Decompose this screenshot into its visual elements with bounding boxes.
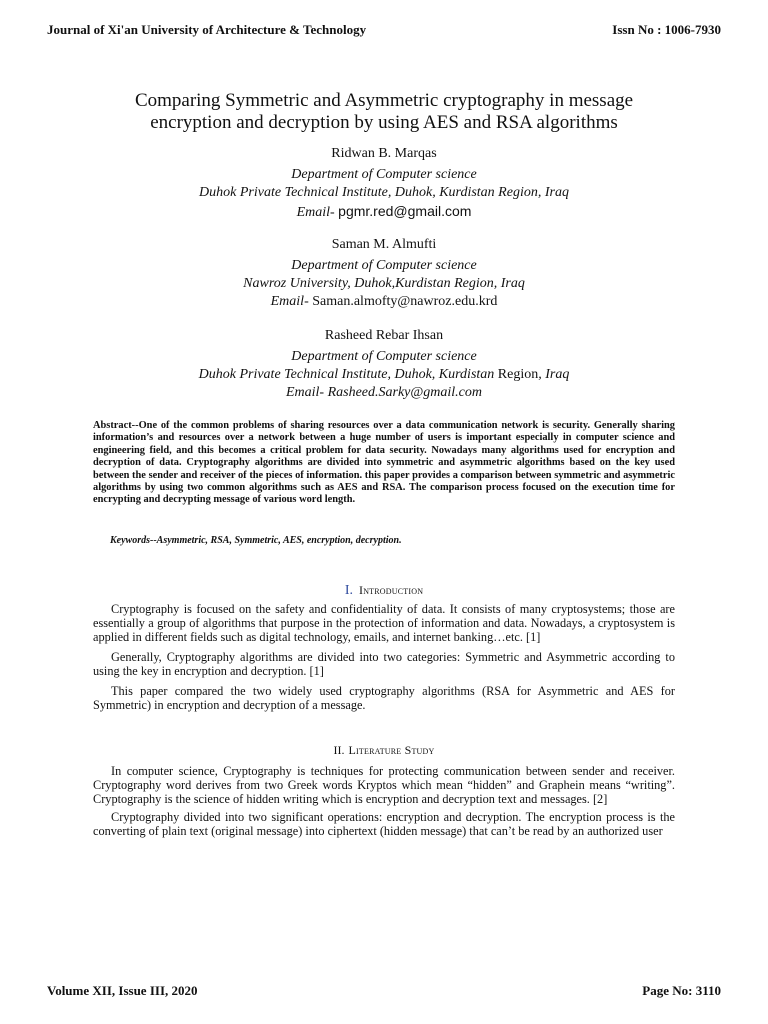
page-number: Page No: 3110: [642, 983, 721, 998]
section-title: Introduction: [359, 583, 424, 597]
title-line-1: Comparing Symmetric and Asymmetric cryptography in message: [134, 90, 634, 111]
author-affiliation: [60, 366, 708, 384]
author-block-1: [60, 145, 708, 222]
author-name: Rasheed Rebar Ihsan: [324, 328, 444, 343]
volume-info: Volume XII, Issue III, 2020: [47, 983, 198, 998]
author-email-line: [60, 293, 708, 311]
affiliation-part-c: , Iraq: [538, 367, 570, 382]
author-block-3: [60, 327, 708, 402]
section-number: I.: [344, 583, 353, 598]
affiliation-part-b: Region: [497, 367, 539, 382]
author-email: Rasheed.Sarky@gmail.com: [327, 385, 482, 400]
title-line-2: encryption and decryption by using AES and RSA algorithms: [150, 112, 618, 133]
section-number: II.: [333, 743, 345, 757]
author-name: Saman M. Almufti: [331, 237, 437, 252]
issn: Issn No : 1006-7930: [612, 22, 721, 37]
email-label: Email-: [296, 205, 335, 220]
paragraph: Cryptography divided into two significant operations: encryption and decryption. The encryption process is the converting of plain text (original message) into ciphertext (hidden message) that can’t be read by an authorized user: [93, 810, 675, 838]
author-email-line: [60, 202, 708, 222]
author-name: Ridwan B. Marqas: [331, 146, 437, 161]
author-email-link[interactable]: pgmr.red@gmail.com: [338, 203, 472, 219]
abstract: Abstract--One of the common problems of sharing resources over a data communication network is security. Generally sharing information’s and resources over a network between a huge number of users is important especially in computer science and engineering field, and this becomes a critical problem for data security. Nowadays many algorithms used for encryption and decryption of data. Cryptography algorithms are divided into symmetric and asymmetric algorithms based on the key used between the sender and receiver of the pieces of information. this paper provides a comparison between symmetric and asymmetric algorithms by using two common algorithms such as AES and RSA. The comparison process focused on the execution time for encrypting and decrypting message of various word length.: [93, 420, 675, 506]
paragraph: This paper compared the two widely used cryptography algorithms (RSA for Asymmetric and AES for Symmetric) in encryption and decryption of a message.: [93, 684, 675, 712]
section-heading-introduction: [0, 583, 768, 599]
author-email-line: [60, 384, 708, 402]
author-email: Saman.almofty@nawroz.edu.krd: [312, 294, 498, 309]
keywords: Keywords--Asymmetric, RSA, Symmetric, AES, encryption, decryption.: [110, 535, 402, 546]
author-department: Department of Computer science: [291, 258, 477, 273]
author-affiliation: Nawroz University, Duhok,Kurdistan Region, Iraq: [243, 276, 525, 291]
affiliation-part-a: Duhok Private Technical Institute, Duhok, Kurdistan: [198, 367, 495, 382]
paragraph: Generally, Cryptography algorithms are divided into two categories: Symmetric and Asymmetric according to using the key in encryption and decryption. [1]: [93, 650, 675, 678]
paragraph: Cryptography is focused on the safety and confidentiality of data. It consists of many cryptosystems; those are essentially a group of algorithms that purpose in the protection of information and data. Nowadays, a cryptosystem is applied in different fields such as digital technology, emails, and internet banking…etc. [1]: [93, 602, 675, 644]
paper-title: [60, 90, 708, 134]
section-heading-literature-study: [0, 743, 768, 758]
journal-name: Journal of Xi'an University of Architecture & Technology: [47, 22, 367, 37]
author-department: Department of Computer science: [291, 167, 477, 182]
email-label: Email-: [285, 385, 325, 400]
author-block-2: [60, 236, 708, 311]
author-department: Department of Computer science: [291, 349, 477, 364]
paragraph: In computer science, Cryptography is techniques for protecting communication between sender and receiver. Cryptography word derives from two Greek words Kryptos which mean “hidden” and Graphein means “writing”. Cryptography is the science of hidden writing which is encryption and decryption text and messages. [2]: [93, 764, 675, 806]
email-label: Email-: [270, 294, 309, 309]
section-title: Literature Study: [348, 743, 435, 757]
author-affiliation: Duhok Private Technical Institute, Duhok, Kurdistan Region, Iraq: [199, 185, 569, 200]
